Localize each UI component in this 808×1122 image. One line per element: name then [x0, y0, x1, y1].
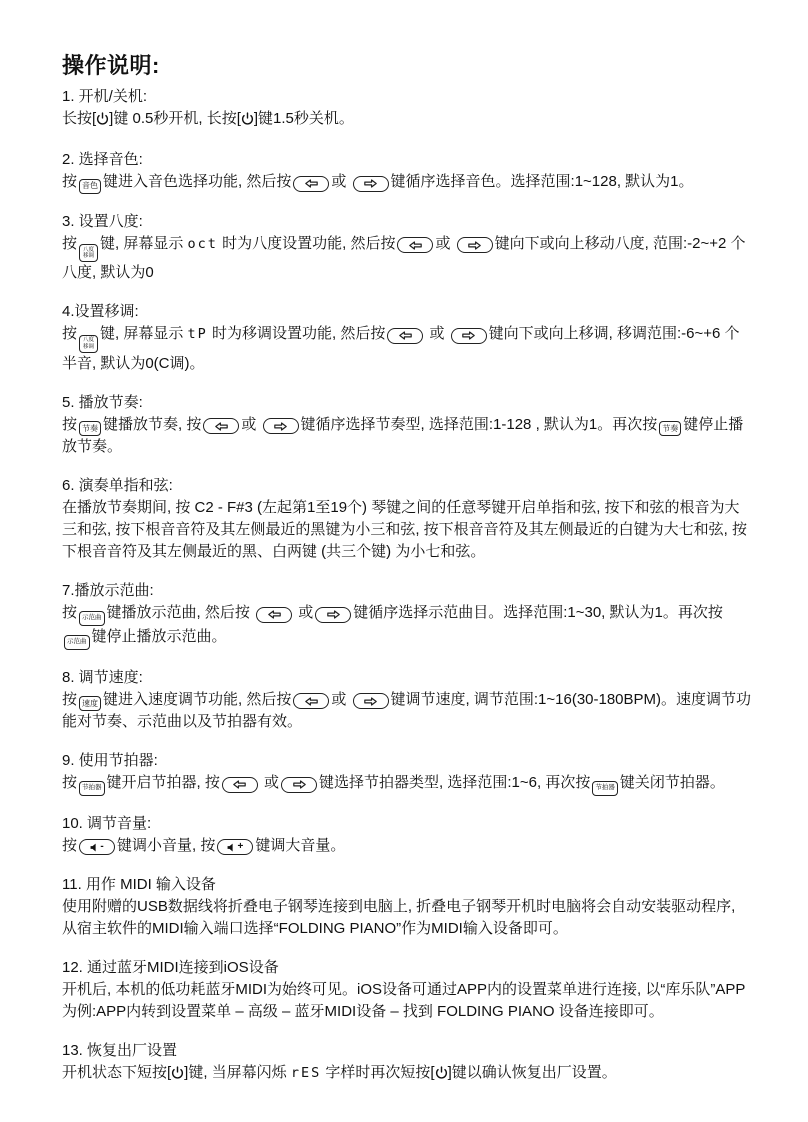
section-body	[62, 772, 752, 796]
right-arrow-key-icon	[263, 418, 299, 434]
text-run: 或	[241, 415, 261, 433]
section-body	[62, 896, 752, 940]
section	[62, 957, 752, 1023]
text-run: 键, 屏幕显示	[100, 234, 188, 252]
section-body	[62, 323, 752, 375]
text-run: 或	[331, 690, 351, 708]
text-run: 键调小音量, 按	[117, 836, 216, 854]
text-run: 或	[331, 173, 351, 190]
segment-display-text: rES	[290, 1064, 322, 1081]
text-run: 键进入音色选择功能, 然后按	[103, 173, 292, 190]
text-run: 时为八度设置功能, 然后按	[217, 234, 396, 252]
section-body	[62, 497, 752, 563]
section	[62, 874, 752, 940]
text-run: 键循序选择示范曲目。选择范围:1~30, 默认为1。再次按	[353, 604, 723, 622]
text-run: 键, 屏幕显示	[100, 325, 188, 343]
page-title: 操作说明:	[62, 53, 160, 78]
section-body	[62, 835, 752, 857]
section-heading: 5. 播放节奏:	[62, 393, 143, 411]
volume-down-key-icon: -	[79, 839, 115, 855]
section-body	[62, 602, 752, 650]
left-arrow-key-icon	[203, 418, 239, 434]
text-run: 键开启节拍器, 按	[106, 774, 220, 792]
tone-key-icon: 音色	[79, 179, 101, 194]
section-heading: 12. 通过蓝牙MIDI连接到iOS设备	[62, 958, 279, 976]
text-run: 或	[425, 325, 449, 343]
power-icon	[241, 110, 254, 132]
text-run: 或	[294, 604, 314, 622]
text-run: 开机状态下短按[	[62, 1063, 172, 1081]
text-run: 或	[435, 234, 455, 252]
metronome-key-icon: 节拍器	[79, 781, 105, 796]
text-run: 在播放节奏期间, 按 C2 - F#3 (左起第1至19个) 琴键之间的任意琴键开启单指和弦, 按下和弦的根音为大三和弦, 按下根音音符及其左侧最近的黑键为小三和弦, 按下根音音符及其左侧最近的白键为大七和弦, 按下根音音符及其左侧最近的黑、白两键 (共三个键) 为小七和弦。	[62, 499, 748, 561]
power-icon	[171, 1064, 184, 1086]
right-arrow-key-icon	[315, 607, 351, 623]
text-run: 或	[259, 774, 280, 792]
left-arrow-key-icon	[397, 237, 433, 253]
tempo-key-icon: 速度	[79, 696, 101, 711]
power-icon	[435, 1064, 448, 1086]
text-run: 按	[62, 415, 78, 433]
right-arrow-key-icon	[457, 237, 493, 253]
text-run: 键循序选择节奏型, 选择范围:1-128 , 默认为1。再次按	[300, 415, 658, 433]
left-arrow-key-icon	[387, 328, 423, 344]
octave-transpose-key-icon: 八度 移调	[79, 335, 98, 353]
text-run: 键调大音量。	[255, 836, 346, 854]
left-arrow-key-icon	[293, 693, 329, 709]
text-run: 使用附赠的USB数据线将折叠电子钢琴连接到电脑上, 折叠电子钢琴开机时电脑将会自动安装驱动程序, 从宿主软件的MIDI输入端口选择“FOLDING PIANO”作为MIDI输入设备即可。	[62, 897, 736, 937]
text-run: 按	[62, 836, 78, 854]
section-heading: 2. 选择音色:	[62, 151, 143, 168]
text-run: ]键以确认恢复出厂设置。	[447, 1063, 617, 1081]
rhythm-key-icon: 节奏	[79, 421, 101, 436]
section-body	[62, 414, 752, 459]
text-run: 键关闭节拍器。	[619, 774, 725, 792]
right-arrow-key-icon	[281, 777, 317, 793]
section-heading: 1. 开机/关机:	[62, 88, 148, 105]
section-heading: 7.播放示范曲:	[62, 582, 154, 600]
text-run: 按	[62, 173, 78, 190]
section	[62, 301, 752, 375]
section	[62, 580, 752, 650]
text-run: 开机后, 本机的低功耗蓝牙MIDI为始终可见。iOS设备可通过APP内的设置菜单进行连接, 以“库乐队”APP为例:APP内转到设置菜单 – 高级 – 蓝牙MIDI设备 – 找到 FOLDING PIANO 设备连接即可。	[62, 980, 746, 1020]
right-arrow-key-icon	[353, 176, 389, 192]
text-run: 键播放示范曲, 然后按	[106, 604, 255, 622]
section	[62, 149, 752, 194]
right-arrow-key-icon	[353, 693, 389, 709]
section-body	[62, 689, 752, 734]
demo-key-icon: 示范曲	[79, 611, 105, 626]
octave-transpose-key-icon: 八度 移调	[79, 244, 98, 262]
text-run: ]键, 当屏幕闪烁	[184, 1063, 291, 1081]
section-body	[62, 1062, 752, 1086]
segment-display-text: oct	[187, 235, 218, 252]
text-run: 键停止播放示范曲。	[91, 627, 227, 645]
section	[62, 475, 752, 563]
text-run: 按	[62, 604, 78, 622]
text-run: 按	[62, 325, 78, 343]
section	[62, 392, 752, 459]
section-heading: 11. 用作 MIDI 输入设备	[62, 875, 216, 893]
text-run: 长按[	[62, 110, 97, 127]
left-arrow-key-icon	[293, 176, 329, 192]
segment-display-text: tP	[187, 326, 208, 343]
section	[62, 667, 752, 734]
sections-container	[62, 86, 752, 1086]
volume-up-key-icon: +	[217, 839, 253, 855]
text-run: 键向下或向上移调, 移调范围:-6~+6 个半音, 默认为0(C调)。	[62, 325, 740, 372]
text-run: 键播放节奏, 按	[103, 415, 202, 433]
left-arrow-key-icon	[222, 777, 258, 793]
left-arrow-key-icon	[256, 607, 292, 623]
text-run: 按	[62, 774, 78, 792]
section-heading: 10. 调节音量:	[62, 814, 152, 832]
section	[62, 750, 752, 796]
section-heading: 6. 演奏单指和弦:	[62, 477, 173, 495]
text-run: 按	[62, 234, 78, 252]
section-body	[62, 979, 752, 1023]
right-arrow-key-icon	[451, 328, 487, 344]
text-run: 键向下或向上移动八度, 范围:-2~+2 个八度, 默认为0	[62, 234, 746, 282]
rhythm-key-icon: 节奏	[659, 421, 681, 436]
text-run: 键循序选择音色。选择范围:1~128, 默认为1。	[390, 173, 694, 190]
section-body	[62, 171, 752, 194]
section-body	[62, 233, 752, 285]
text-run: 按	[62, 690, 78, 708]
section	[62, 813, 752, 857]
text-run: 时为移调设置功能, 然后按	[207, 325, 386, 343]
section-heading: 3. 设置八度:	[62, 212, 143, 230]
demo-key-icon: 示范曲	[64, 635, 90, 650]
section-heading: 4.设置移调:	[62, 303, 139, 321]
text-run: ]键1.5秒关机。	[253, 110, 354, 127]
text-run: 键选择节拍器类型, 选择范围:1~6, 再次按	[319, 774, 591, 792]
section	[62, 1040, 752, 1086]
section-heading: 8. 调节速度:	[62, 668, 143, 686]
section-heading: 13. 恢复出厂设置	[62, 1041, 178, 1059]
power-icon	[96, 110, 109, 132]
section-heading: 9. 使用节拍器:	[62, 752, 158, 770]
text-run: ]键 0.5秒开机, 长按[	[109, 110, 241, 127]
section	[62, 211, 752, 285]
metronome-key-icon: 节拍器	[592, 781, 618, 796]
text-run: 字样时再次短按[	[321, 1063, 435, 1081]
text-run: 键停止播放节奏。	[62, 415, 744, 456]
section-body	[62, 108, 752, 132]
text-run: 键调节速度, 调节范围:1~16(30-180BPM)。速度调节功能对节奏、示范曲以及节拍器有效。	[62, 690, 752, 731]
section	[62, 86, 752, 132]
text-run: 键进入速度调节功能, 然后按	[103, 690, 292, 708]
